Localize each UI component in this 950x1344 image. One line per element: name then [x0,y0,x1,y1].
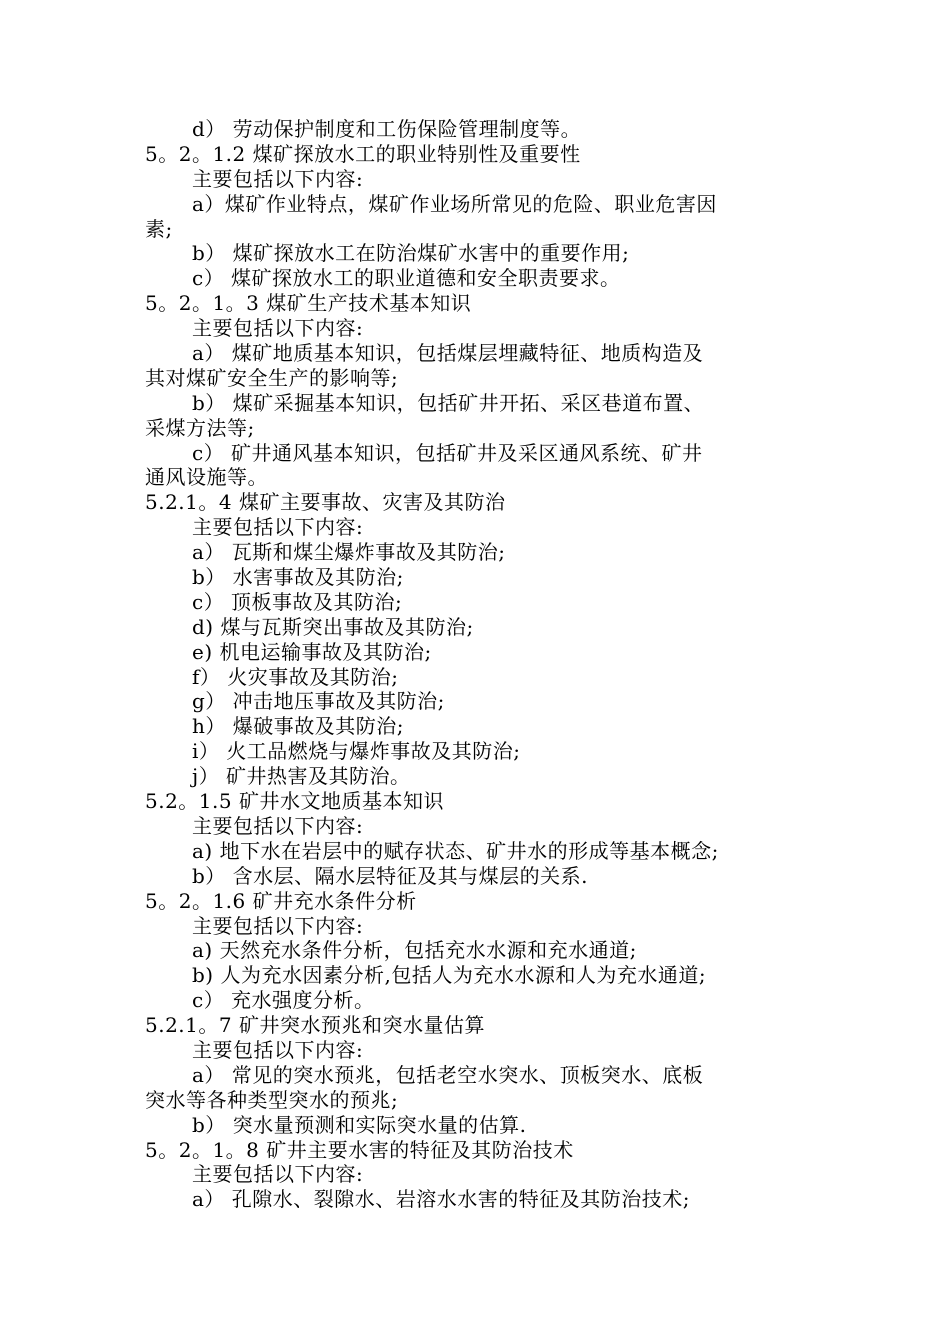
section-heading: 5.2.1。7 矿井突水预兆和突水量估算 [145,1013,485,1038]
section-heading: 5。2。1。3 煤矿生产技术基本知识 [145,291,472,316]
text-line: a） 煤矿地质基本知识，包括煤层埋藏特征、地质构造及 [192,341,704,366]
text-line: j） 矿井热害及其防治。 [192,764,411,789]
text-line: b） 煤矿探放水工在防治煤矿水害中的重要作用; [192,241,630,266]
text-line: i） 火工品燃烧与爆炸事故及其防治; [192,739,521,764]
section-heading: 5.2。1.5 矿井水文地质基本知识 [145,789,444,814]
text-continuation: 其对煤矿安全生产的影响等; [145,365,399,390]
text-continuation: 素; [145,216,173,241]
text-line: 主要包括以下内容: [192,316,364,341]
text-line: c） 煤矿探放水工的职业道德和安全职责要求。 [192,266,621,291]
text-line: 主要包括以下内容: [192,813,364,838]
text-line: g） 冲击地压事故及其防治; [192,689,445,714]
text-line: a）煤矿作业特点，煤矿作业场所常见的危险、职业危害因 [192,191,717,216]
text-line: c） 充水强度分析。 [192,988,375,1013]
section-heading: 5。2。1.6 矿井充水条件分析 [145,888,417,913]
text-line: 主要包括以下内容: [192,1037,364,1062]
text-line: a） 瓦斯和煤尘爆炸事故及其防治; [192,540,506,565]
text-line: 主要包括以下内容: [192,166,364,191]
section-heading: 5。2。1。8 矿井主要水害的特征及其防治技术 [145,1137,574,1162]
text-continuation: 通风设施等。 [145,465,268,490]
text-line: d） 劳动保护制度和工伤保险管理制度等。 [192,117,582,141]
text-line: 主要包括以下内容: [192,515,364,540]
text-line: b） 含水层、隔水层特征及其与煤层的关系. [192,863,589,888]
text-line: a） 常见的突水预兆，包括老空水突水、顶板突水、底板 [192,1062,704,1087]
text-line: b） 煤矿采掘基本知识，包括矿井开拓、采区巷道布置、 [192,390,705,415]
text-continuation: 采煤方法等; [145,415,255,440]
document-page [0,117,950,1212]
text-continuation: 突水等各种类型突水的预兆; [145,1087,399,1112]
text-line: 主要包括以下内容: [192,913,364,938]
text-line: a） 孔隙水、裂隙水、岩溶水水害的特征及其防治技术; [192,1187,691,1212]
text-line: a) 天然充水条件分析，包括充水水源和充水通道; [192,938,637,963]
text-line: f） 火灾事故及其防治; [192,664,399,689]
text-line: e) 机电运输事故及其防治; [192,639,432,664]
section-heading: 5.2.1。4 煤矿主要事故、灾害及其防治 [145,490,506,515]
text-line: d) 煤与瓦斯突出事故及其防治; [192,614,474,639]
text-line: 主要包括以下内容: [192,1162,364,1187]
text-line: c） 顶板事故及其防治; [192,589,403,614]
text-line: a) 地下水在岩层中的赋存状态、矿井水的形成等基本概念; [192,838,719,863]
text-line: b） 水害事故及其防治; [192,565,404,590]
section-heading: 5。2。1.2 煤矿探放水工的职业特别性及重要性 [145,141,581,166]
text-line: c） 矿井通风基本知识，包括矿井及采区通风系统、矿井 [192,440,703,465]
text-line: h） 爆破事故及其防治; [192,714,404,739]
text-line: b) 人为充水因素分析,包括人为充水水源和人为充水通道; [192,963,707,988]
text-line: b） 突水量预测和实际突水量的估算. [192,1112,527,1137]
